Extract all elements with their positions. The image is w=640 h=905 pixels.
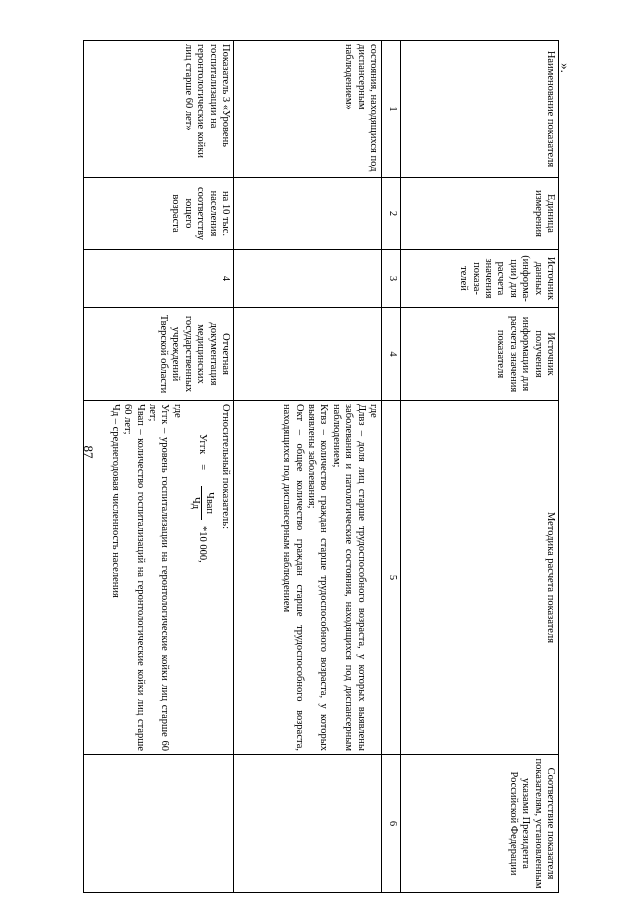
- info-source-cell: [234, 308, 382, 401]
- closing-quote-mark: ».: [557, 63, 573, 73]
- indicator-name-cell: Показатель 3 «Уровень госпитализации на геронтологические койки лиц старше 60 лет»: [84, 41, 234, 178]
- formula-lhs: Уггк: [196, 434, 208, 455]
- header-info-source: Источник получения информации для расчета значения показателя: [401, 308, 559, 401]
- formula-fraction: [189, 486, 215, 520]
- method-cell: [234, 401, 382, 755]
- indicator-name-cell: состояния, находящихся под диспансерным наблюдением»: [234, 41, 382, 178]
- method-where: где: [171, 404, 183, 418]
- unit-cell: [234, 178, 382, 250]
- indicator-table: [83, 40, 559, 893]
- unit-cell: на 10 тыс. населения соответству ющего возраста: [84, 178, 234, 250]
- formula-equals: =: [196, 464, 208, 471]
- method-definition: Длвз – доля лиц старше трудоспособного возраста, у которых выявлены заболевания и патологические состояния, находящихся под диспансерным наблюдением;: [330, 404, 367, 751]
- header-compliance: Соответствие показателя показателям, установленным указами Президента Российской Федерации: [401, 755, 559, 893]
- header-method: Методика расчета показателя: [401, 401, 559, 755]
- header-unit: Единица измерения: [401, 178, 559, 250]
- column-number: 1: [382, 41, 401, 178]
- header-name: Наименование показателя: [401, 41, 559, 178]
- column-number: 3: [382, 250, 401, 308]
- column-number: 6: [382, 755, 401, 893]
- column-number: 4: [382, 308, 401, 401]
- data-source-cell: 4: [84, 250, 234, 308]
- formula: [189, 434, 215, 751]
- compliance-cell: [234, 755, 382, 893]
- rotated-table-wrapper: [83, 40, 559, 892]
- compliance-cell: [84, 755, 234, 893]
- column-number: 5: [382, 401, 401, 755]
- method-definition: Чвап – количество госпитализаций на геронтологические койки лиц старше 60 лет;: [122, 404, 146, 751]
- column-number: 2: [382, 178, 401, 250]
- header-data-source: Источник данных (информа-ции) для расчета значения показа-телей: [401, 250, 559, 308]
- data-source-cell: [234, 250, 382, 308]
- table-row: [234, 41, 382, 893]
- method-definition: Ктвз – количество граждан старше трудоспособного возраста, у которых выявлены заболевания;: [306, 404, 330, 751]
- method-definition: Окт – общее количество граждан старше трудоспособного возраста, находящихся под диспансерным наблюдением: [281, 404, 305, 751]
- column-number-row: [382, 41, 401, 893]
- method-title: Относительный показатель:: [220, 404, 231, 529]
- method-definition: Уггк – уровень госпитализации на геронтологические койки лиц старше 60 лет;: [147, 404, 171, 751]
- method-definition: Чд – среднегодовая численность населения: [110, 404, 121, 598]
- header-row: [401, 41, 559, 893]
- table-row: [84, 41, 234, 893]
- formula-multiplier: *10 000,: [196, 525, 208, 563]
- page-number: 87: [81, 445, 96, 459]
- method-where: где: [368, 404, 379, 418]
- formula-denominator: Чд: [190, 496, 202, 510]
- method-cell: [84, 401, 234, 755]
- formula-numerator: Чвап: [201, 486, 214, 520]
- info-source-cell: Отчетная документация медицинских государственных учреждений Тверской области: [84, 308, 234, 401]
